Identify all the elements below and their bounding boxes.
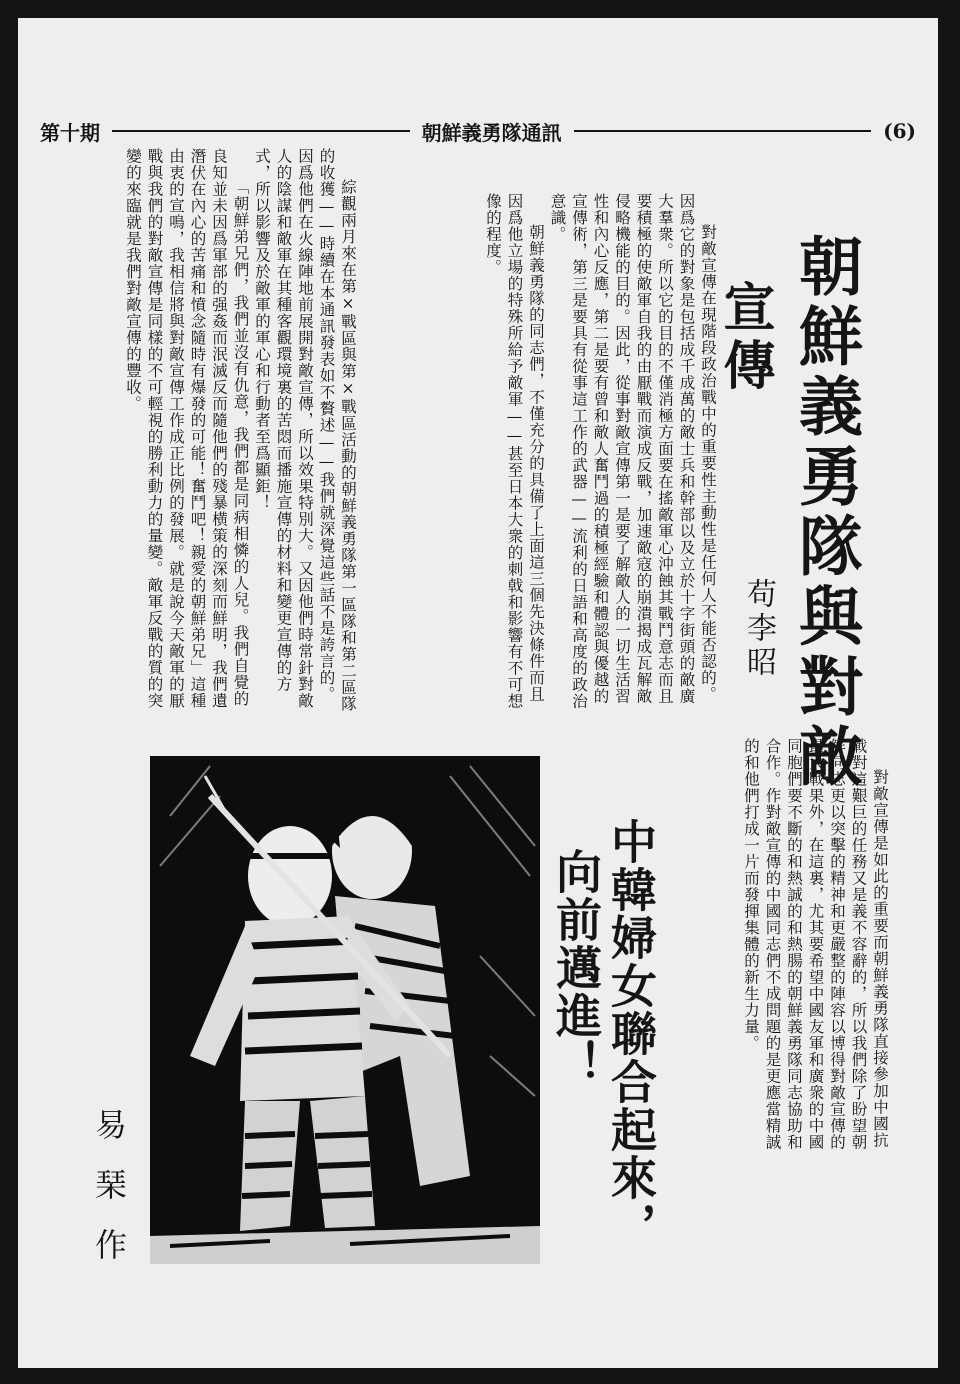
- publication-name: 朝鮮義勇隊通訊: [421, 120, 562, 145]
- article-body-upper-right: [413, 193, 718, 713]
- article-subtitle: 宣傳: [714, 280, 775, 396]
- woodcut-illustration: [150, 756, 540, 1264]
- paragraph-1: 對敵宣傳在現階段政治戰中的重要性主動性是任何人不能否認的。因爲它的對象是包括成千成萬的敵士兵和幹部以及立於十字街頭的敵廣大羣衆。所以它的目的不僅消極方面要在搖敵軍心沖蝕其戰鬥意志而且要積極的使敵軍自我的由厭戰而演成反戰，加速敵寇的崩潰揭成瓦解敵侵略機能的目的。因此，從事對敵宣傳第一是要了解敵人的一切生活習性和內心反應，第二是要有曾和敵人奮鬥過的積極經驗和體認與優越的宣傳術，第三是要具有從事這工作的武器——流利的日語和高度的政治意識。: [548, 193, 717, 710]
- newspaper-page: [18, 18, 938, 1368]
- slogan-line-1: 中韓婦女聯合起來，: [604, 818, 658, 1250]
- page-header: [40, 113, 916, 149]
- paragraph-4: 「朝鮮弟兄們，我們並沒有仇意，我們都是同病相憐的人兒。我們自覺的良知並未因爲軍部的强姦而泯滅反而隨他們的殘暴横策的深刻而鮮明，我們遺潛伏在內心的苦痛和憤念隨時有爆發的可能！奮鬥吧！親愛的朝鮮弟兄」這種由衷的宣鳴，我相信將與對敵宣傳工作成正比例的發展。就是說今天敵軍的厭戰與我們的對敵宣傳是同樣的不可輕視的勝利動力的量變。敵軍反戰的質的突變的來臨就是我們對敵宣傳的豐收。: [124, 148, 250, 709]
- header-rule-left: [112, 130, 410, 132]
- issue-number: 第十期: [40, 120, 100, 145]
- page-number: (6): [883, 119, 916, 143]
- artist-credit: 易琹作: [90, 1108, 128, 1288]
- slogan-line-2: 向前邁進！: [549, 848, 603, 1088]
- header-rule-right: [574, 130, 872, 132]
- article-title: 朝鮮義勇隊與對敵: [788, 233, 863, 793]
- paragraph-5: 對敵宣傳是如此的重要而朝鮮義勇隊直接參加中國抗戰對這艱巨的任務又是義不容辭的，所以我們除了盼望朝鮮同志更以突擊的精神和更嚴整的陣容以博得對敵宣傳的最大戰果外，在這裏，尤其要希望中國友軍和廣衆的中國同胞們要不斷的和熱誠的和熱腸的朝鮮義勇隊同志協助和合作。作對敵宣傳的中國同志們不成問題的是更應當精誠的和他們打成一片而發揮集體的新生力量。: [742, 738, 889, 1151]
- article-body-upper-left: [48, 148, 358, 718]
- article-body-lower-right: [710, 738, 890, 1158]
- paragraph-2: 朝鮮義勇隊的同志們，不僅充分的具備了上面這三個先決條件而且因爲他立場的特殊所給予敵軍——甚至日本大衆的刺戟和影響有不可想像的程度。: [484, 193, 545, 710]
- paragraph-3: 綜觀兩月來在第×戰區與第×戰區活動的朝鮮義勇隊第一區隊和第二區隊的收獲——時續在本通訊發表如不贅述——我們就深覺這些話不是誇言的。因爲他們在火線陣地前展開對敵宣傳，所以效果特別大。又因他們時常針對敵人的陰謀和敵軍在其種客觀環境裏的苦悶而播施宣傳的材料和變更宣傳的方式，所以影響及於敵軍的軍心和行動者至爲顯鉅！: [253, 148, 357, 712]
- article-author: 苟李昭: [741, 578, 776, 680]
